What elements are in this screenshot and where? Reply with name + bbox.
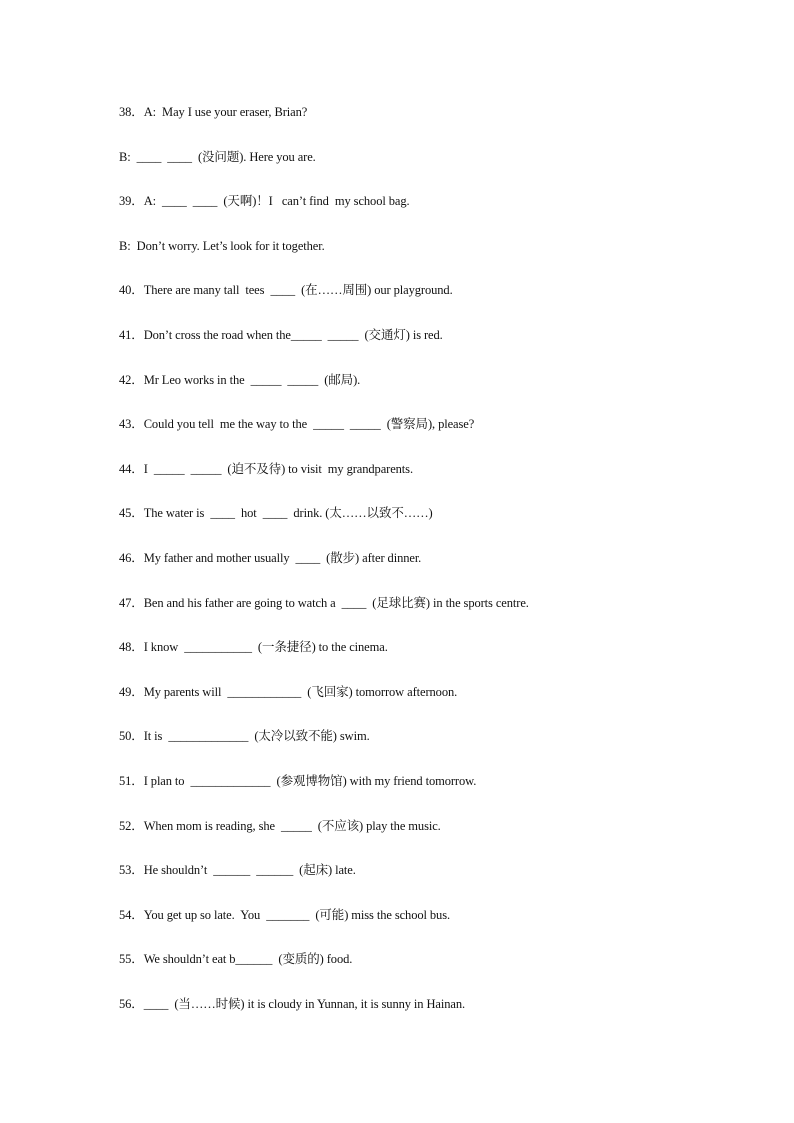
exercise-line-49: 49．My parents will ____________ (飞回家) tomorrow afternoon. xyxy=(119,684,458,699)
exercise-line-56: 56．____ (当……时候) it is cloudy in Yunnan, it is sunny in Hainan. xyxy=(119,996,465,1011)
exercise-line-47: 47．Ben and his father are going to watch a ____ (足球比赛) in the sports centre. xyxy=(119,595,529,610)
exercise-line-54: 54．You get up so late. You _______ (可能) miss the school bus. xyxy=(119,907,450,922)
exercise-list xyxy=(119,103,759,1039)
exercise-line-46: 46．My father and mother usually ____ (散步) after dinner. xyxy=(119,550,422,565)
exercise-line-52: 52．When mom is reading, she _____ (不应该) play the music. xyxy=(119,818,441,833)
exercise-line-39-a: 39．A: ____ ____ (天啊)！I can’t find my school bag. xyxy=(119,194,410,209)
exercise-line-50: 50．It is _____________ (太冷以致不能) swim. xyxy=(119,729,370,744)
exercise-line-39-b: B: Don’t worry. Let’s look for it together. xyxy=(119,238,325,253)
exercise-line-53: 53．He shouldn’t ______ ______ (起床) late. xyxy=(119,863,356,878)
exercise-line-40: 40．There are many tall tees ____ (在……周围) our playground. xyxy=(119,283,453,298)
exercise-line-41: 41．Don’t cross the road when the_____ _____ (交通灯) is red. xyxy=(119,327,443,342)
exercise-line-44: 44．I _____ _____ (迫不及待) to visit my grandparents. xyxy=(119,461,413,476)
exercise-line-38-b: B: ____ ____ (没问题). Here you are. xyxy=(119,149,316,164)
exercise-line-48: 48．I know ___________ (一条捷径) to the cinema. xyxy=(119,640,388,655)
exercise-line-43: 43．Could you tell me the way to the _____ _____ (警察局), please? xyxy=(119,417,475,432)
exercise-line-51: 51．I plan to _____________ (参观博物馆) with my friend tomorrow. xyxy=(119,773,477,788)
exercise-line-38-a: 38．A: May I use your eraser, Brian? xyxy=(119,105,308,119)
exercise-line-55: 55．We shouldn’t eat b______ (变质的) food. xyxy=(119,952,353,967)
exercise-line-42: 42．Mr Leo works in the _____ _____ (邮局). xyxy=(119,372,361,387)
exercise-line-45: 45．The water is ____ hot ____ drink. (太……以致不……) xyxy=(119,506,433,521)
